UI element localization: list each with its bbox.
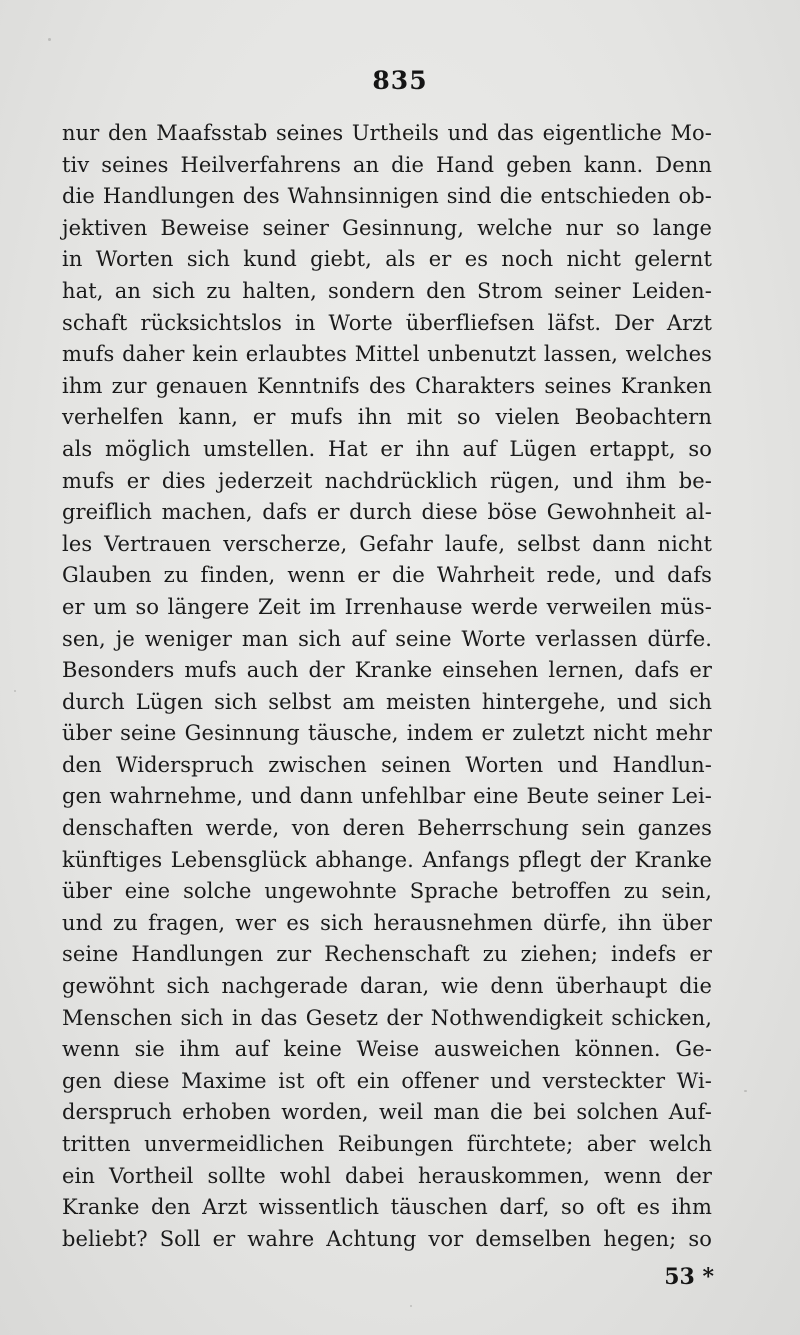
paper-speck [14,690,16,692]
body-text [62,118,712,1255]
text-line: jektiven Beweise seiner Gesinnung, welche nur so lange [62,215,712,240]
signature-mark: 53 * [664,1264,714,1290]
text-line: mufs daher kein erlaubtes Mittel unbenutzt lassen, welches [62,342,712,367]
text-line: mufs er dies jederzeit nachdrücklich rügen, und ihm be- [62,468,712,493]
text-line: als möglich umstellen. Hat er ihn auf Lügen ertappt, so [62,436,712,461]
text-line: in Worten sich kund giebt, als er es noch nicht gelernt [62,247,712,272]
text-line: Kranke den Arzt wissentlich täuschen darf, so oft es ihm [62,1195,712,1220]
text-line: greiflich machen, dafs er durch diese böse Gewohnheit al- [62,500,712,525]
text-line: ein Vortheil sollte wohl dabei herauskommen, wenn der [62,1163,712,1188]
text-line: ihm zur genauen Kenntnifs des Charakters seines Kranken [62,373,712,398]
text-line: er um so längere Zeit im Irrenhause werde verweilen müs- [62,594,712,619]
text-line: nur den Maafsstab seines Urtheils und das eigentliche Mo- [62,121,712,145]
text-line: den Widerspruch zwischen seinen Worten und Handlun- [62,752,712,777]
text-line: gewöhnt sich nachgerade daran, wie denn überhaupt die [62,974,712,999]
text-line: beliebt? Soll er wahre Achtung vor demselben hegen; so [62,1226,712,1251]
text-line: die Handlungen des Wahnsinnigen sind die entschieden ob- [62,184,712,209]
text-line: Glauben zu finden, wenn er die Wahrheit rede, und dafs [62,563,712,588]
text-line: über seine Gesinnung täusche, indem er zuletzt nicht mehr [62,721,712,746]
text-line: tritten unvermeidlichen Reibungen fürchtete; aber welch [62,1132,712,1156]
text-line: hat, an sich zu halten, sondern den Strom seiner Leiden- [62,278,712,303]
text-line: durch Lügen sich selbst am meisten hintergehe, und sich [62,689,712,714]
page-number: 835 [372,66,428,95]
text-line: seine Handlungen zur Rechenschaft zu ziehen; indefs er [62,942,712,967]
text-line: wenn sie ihm auf keine Weise ausweichen können. Ge- [62,1037,712,1062]
text-line: les Vertrauen verscherze, Gefahr laufe, selbst dann nicht [62,531,712,556]
text-line: sen, je weniger man sich auf seine Worte verlassen dürfe. [62,626,712,651]
text-line: und zu fragen, wer es sich herausnehmen dürfe, ihn über [62,910,712,935]
text-line: künftiges Lebensglück abhange. Anfangs pflegt der Kranke [62,847,712,872]
text-line: schaft rücksichtslos in Worte überfliefsen läfst. Der Arzt [62,310,712,335]
paper-speck [48,38,51,41]
text-line: Menschen sich in das Gesetz der Nothwendigkeit schicken, [62,1005,712,1030]
paper-speck [410,1305,412,1307]
text-line: derspruch erhoben worden, weil man die bei solchen Auf- [62,1100,712,1125]
text-line: gen wahrnehme, und dann unfehlbar eine Beute seiner Lei- [62,784,712,809]
text-line: Besonders mufs auch der Kranke einsehen lernen, dafs er [62,658,712,683]
text-line: verhelfen kann, er mufs ihn mit so vielen Beobachtern [62,405,712,430]
text-line: denschaften werde, von deren Beherrschung sein ganzes [62,816,712,841]
text-line: tiv seines Heilverfahrens an die Hand geben kann. Denn [62,152,712,177]
text-line: über eine solche ungewohnte Sprache betroffen zu sein, [62,879,712,904]
paper-speck [744,1090,747,1092]
text-line: gen diese Maxime ist oft ein offener und versteckter Wi- [62,1068,712,1093]
